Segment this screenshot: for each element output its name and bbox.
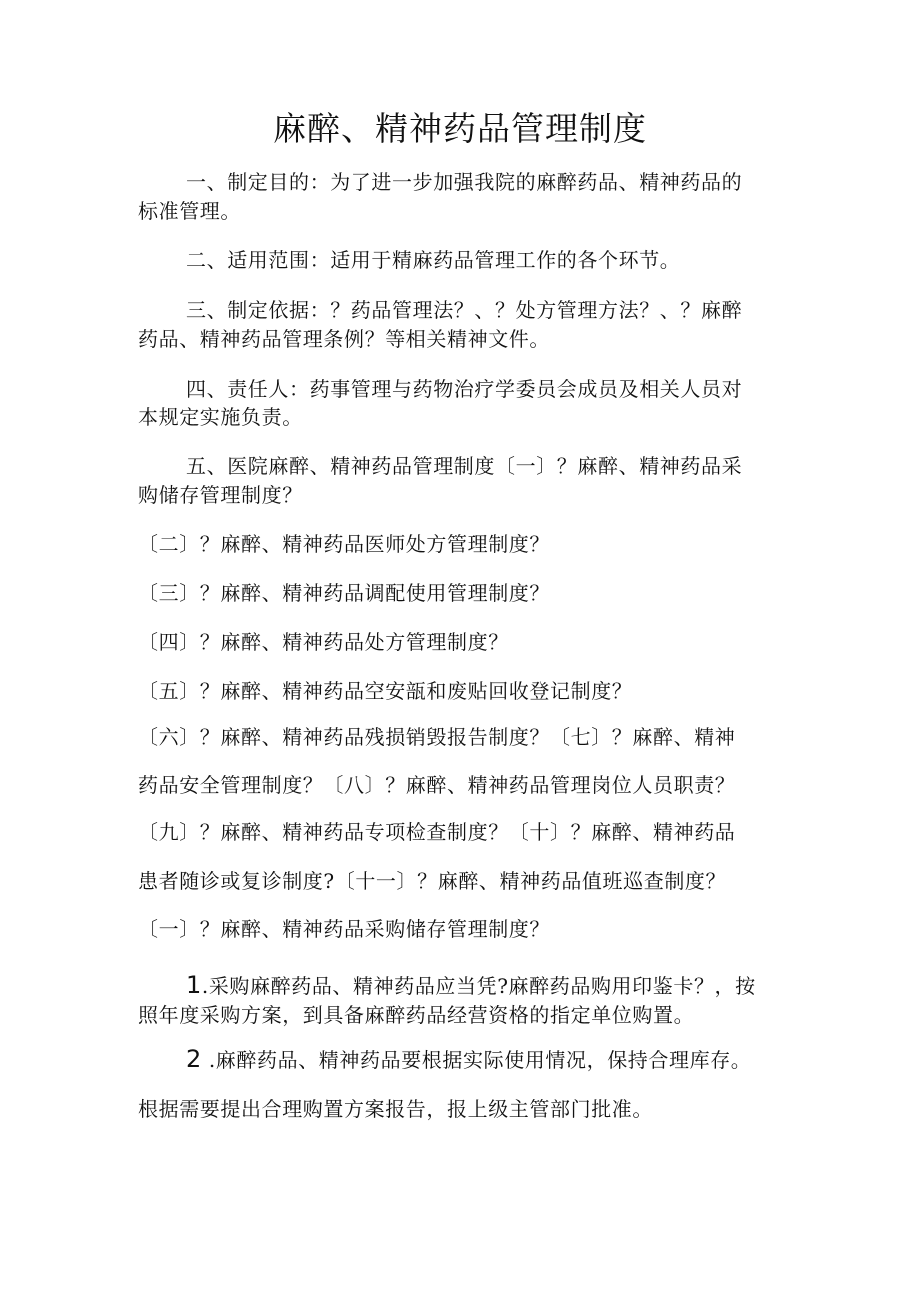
item-2-number: 2: [186, 1045, 202, 1073]
section-3-line-1: 三、制定依据：？药品管理法？、？处方管理方法？、？麻醉: [186, 298, 743, 322]
document-title: 麻醉、精神药品管理制度: [273, 109, 647, 148]
item-2-line-1: [186, 1044, 751, 1075]
item-1-line-2: 照年度采购方案，到具备麻醉药品经营资格的指定单位购置。: [138, 1003, 695, 1027]
section-2-line-1: 二、适用范围：适用于精麻药品管理工作的各个环节。: [186, 248, 681, 272]
item-1-number: 1: [186, 971, 202, 999]
item-1-line-1: [186, 970, 756, 1001]
section-4-line-1: 四、责任人：药事管理与药物治疗学委员会成员及相关人员对: [186, 377, 743, 401]
item-2-line-2: 根据需要提出合理购置方案报告，报上级主管部门批准。: [138, 1097, 653, 1121]
policy-list-item-5: 〔五〕？麻醉、精神药品空安瓿和废贴回收登记制度？: [138, 679, 633, 703]
policy-list-line-6: 〔六〕？麻醉、精神药品残损销毁报告制度？〔七〕？麻醉、精神: [138, 725, 736, 749]
policy-list-item-4: 〔四〕？麻醉、精神药品处方管理制度？: [138, 630, 509, 654]
policy-list-item-2: 〔二〕？麻醉、精神药品医师处方管理制度？: [138, 532, 550, 556]
item-2-text: .麻醉药品、精神药品要根据实际使用情况，保持合理库存。: [201, 1048, 752, 1072]
policy-list-line-9: 患者随诊或复诊制度?〔十一〕？麻醉、精神药品值班巡查制度？: [138, 869, 727, 893]
section-4-line-2: 本规定实施负责。: [138, 405, 303, 429]
item-1-text: .采购麻醉药品、精神药品应当凭?麻醉药品购用印鉴卡？，按: [201, 974, 756, 998]
policy-list-line-7: 药品安全管理制度？〔八〕？麻醉、精神药品管理岗位人员职责？: [138, 773, 736, 797]
policy-list-line-10: 〔一〕？麻醉、精神药品采购储存管理制度？: [138, 917, 550, 941]
section-1-line-1: 一、制定目的：为了进一步加强我院的麻醉药品、精神药品的: [186, 170, 743, 194]
section-1-line-2: 标准管理。: [138, 199, 241, 223]
policy-list-item-3: 〔三〕？麻醉、精神药品调配使用管理制度？: [138, 581, 550, 605]
section-5-line-2: 购储存管理制度？: [138, 483, 303, 507]
policy-list-line-8: 〔九〕？麻醉、精神药品专项检查制度？〔十〕？麻醉、精神药品: [138, 820, 736, 844]
section-5-line-1: 五、医院麻醉、精神药品管理制度〔一〕？麻醉、精神药品采: [186, 454, 743, 478]
section-3-line-2: 药品、精神药品管理条例？等相关精神文件。: [138, 327, 550, 351]
